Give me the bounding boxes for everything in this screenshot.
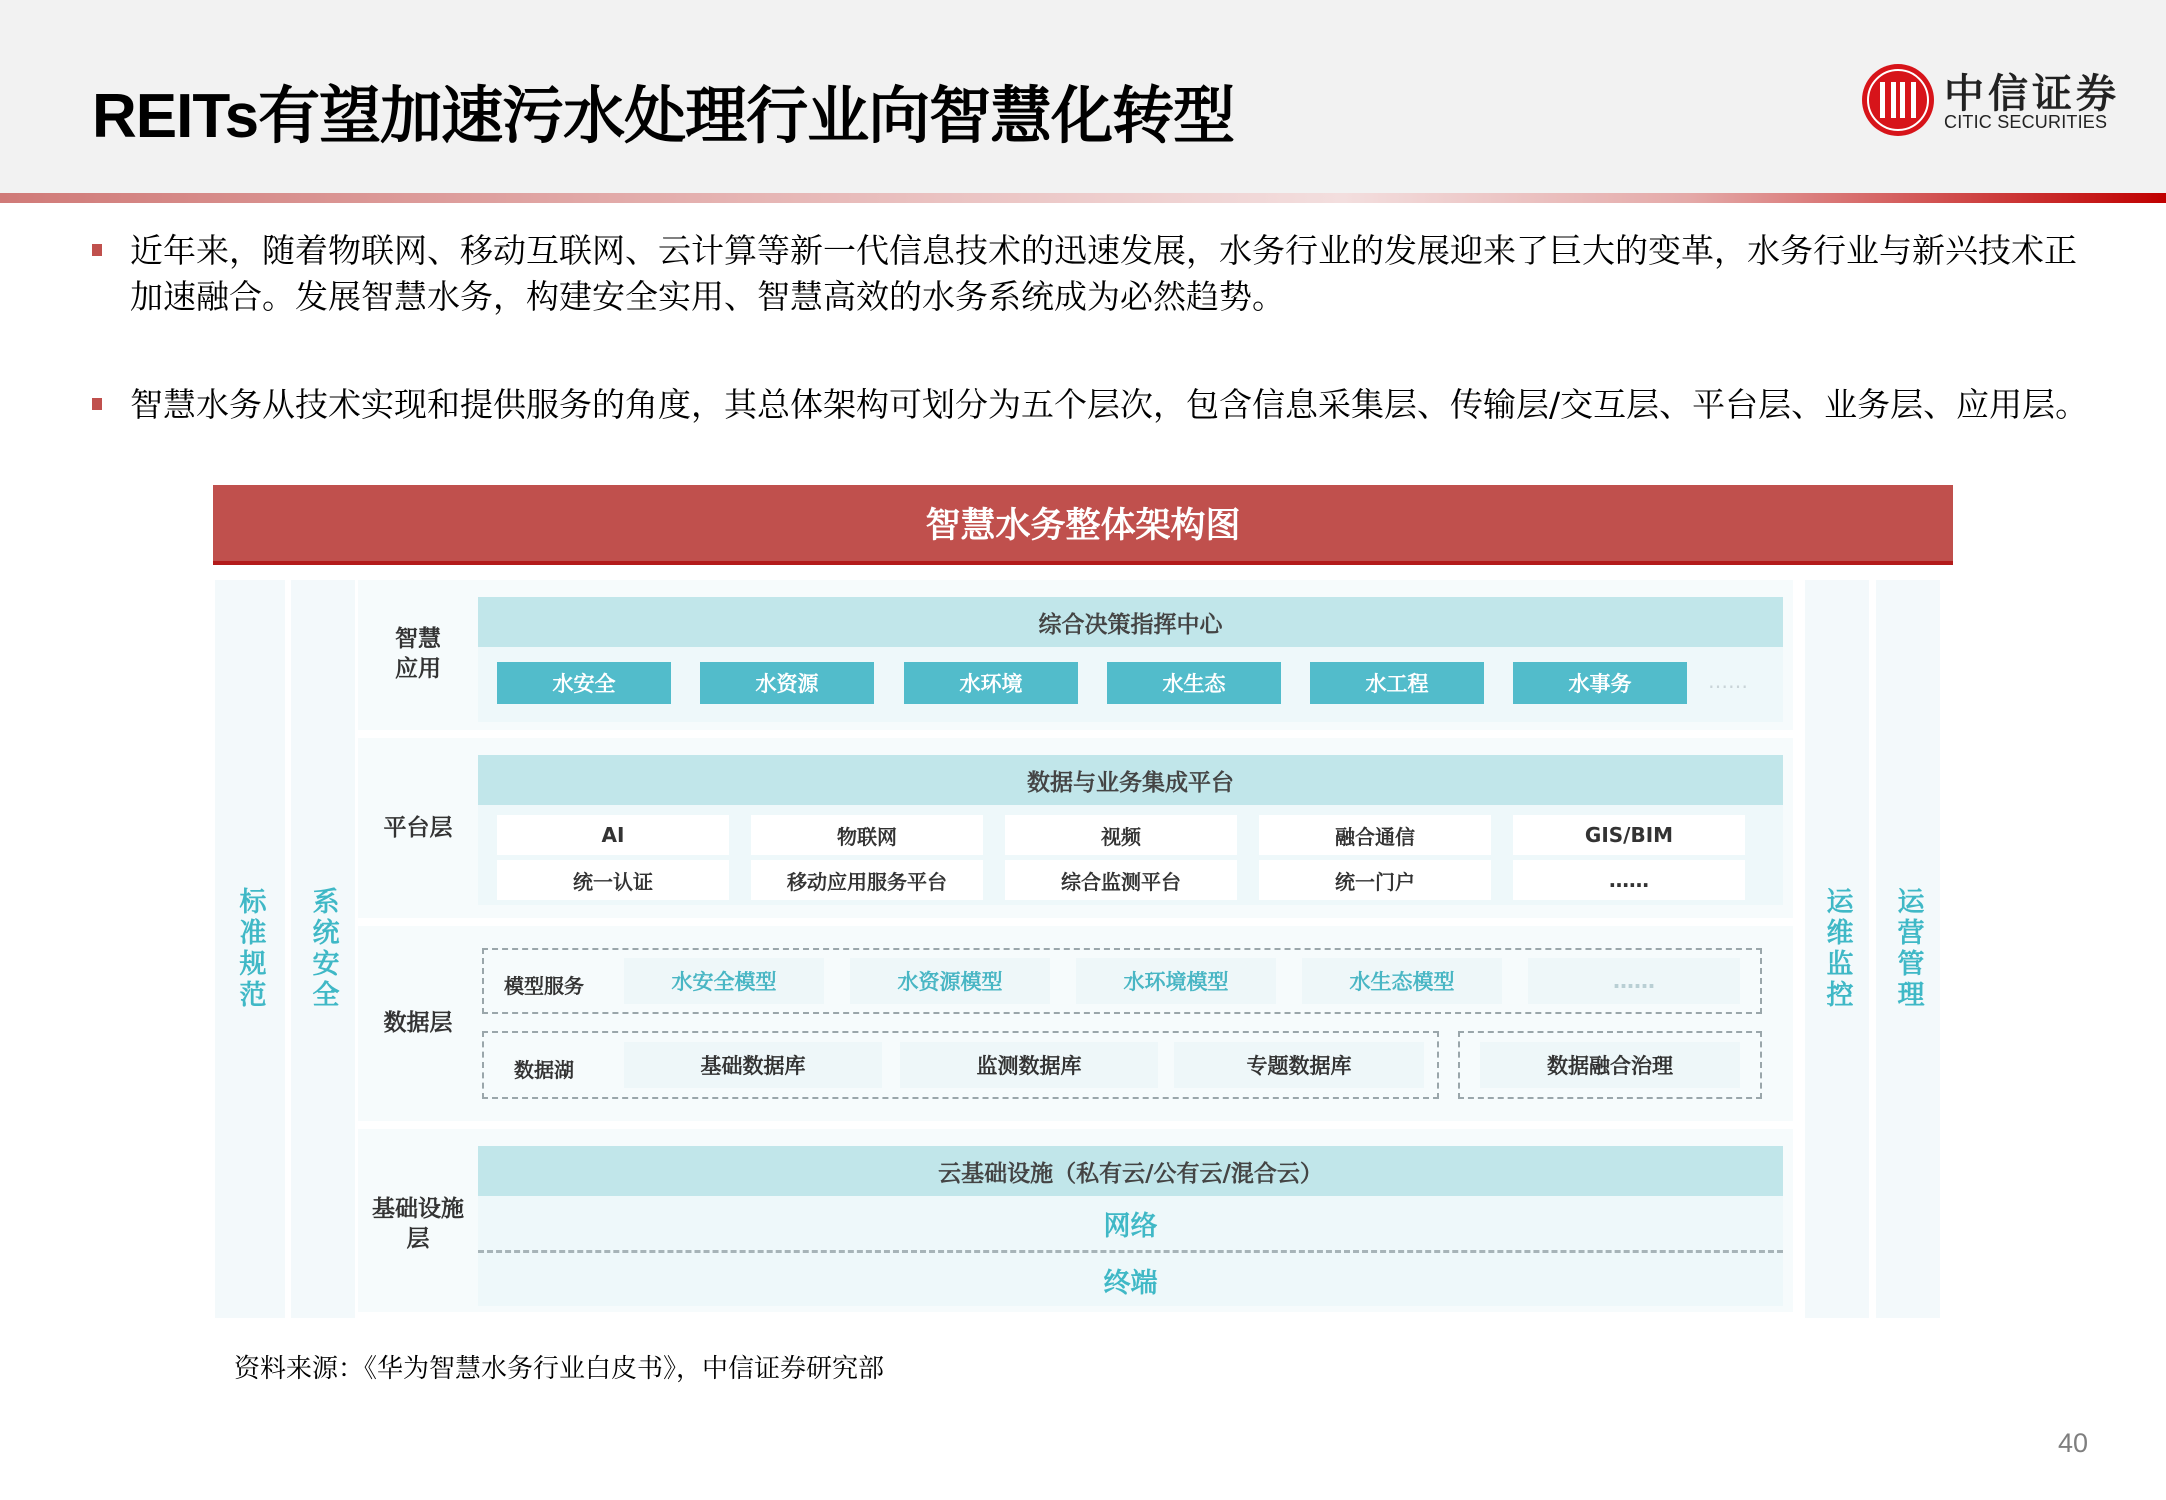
layer-application (358, 580, 1793, 730)
source-note: 资料来源：《华为智慧水务行业白皮书》，中信证券研究部 (234, 1354, 885, 1384)
model-cell: 水资源模型 (850, 958, 1050, 1004)
model-cell: 水安全模型 (624, 958, 824, 1004)
layer-data (358, 926, 1793, 1121)
layer-infrastructure (358, 1129, 1793, 1312)
platform-cell: 物联网 (751, 815, 983, 855)
more-indicator: …… (1708, 669, 1748, 693)
model-cell: 水生态模型 (1302, 958, 1502, 1004)
platform-cell: 统一认证 (497, 860, 729, 900)
app-chip: 水工程 (1310, 662, 1484, 704)
column-standards (215, 580, 285, 1318)
platform-cell: AI (497, 815, 729, 855)
band-label: 数据与业务集成平台 (1027, 769, 1234, 796)
app-chip: 水事务 (1513, 662, 1687, 704)
header-divider (0, 193, 2166, 203)
platform-cell: …… (1513, 860, 1745, 900)
column-ops-management (1876, 580, 1940, 1318)
lake-cell: 监测数据库 (900, 1042, 1158, 1088)
app-chip: 水生态 (1107, 662, 1281, 704)
application-chips-area (478, 647, 1783, 722)
page-number: 40 (2058, 1428, 2089, 1458)
column-ops-monitoring (1805, 580, 1869, 1318)
column-label: 标准规范 (234, 887, 266, 1011)
layer-label: 智慧应用 (395, 626, 441, 682)
column-label: 运营管理 (1892, 887, 1924, 1011)
citic-logo-icon (1862, 64, 1934, 136)
band-label: 综合决策指挥中心 (1038, 611, 1223, 638)
network-row: 网络 (1103, 1210, 1158, 1242)
bullet-marker-icon (92, 244, 102, 256)
platform-cell: 移动应用服务平台 (751, 860, 983, 900)
governance-cell: 数据融合治理 (1480, 1042, 1740, 1088)
data-lake-group (482, 1031, 1439, 1099)
app-chip: 水资源 (700, 662, 874, 704)
bullet-marker-icon (92, 398, 102, 410)
layer-label: 平台层 (383, 815, 453, 841)
data-lake-label: 数据湖 (514, 1058, 574, 1082)
decision-center-band (478, 597, 1783, 647)
cloud-infrastructure-band (478, 1146, 1783, 1196)
model-cell: 水环境模型 (1076, 958, 1276, 1004)
column-label: 系统安全 (307, 887, 339, 1011)
bullet-text: 近年来，随着物联网、移动互联网、云计算等新一代信息技术的迅速发展，水务行业的发展迎来了巨大的变革，水务行业与新兴技术正加速融合。发展智慧水务，构建安全实用、智慧高效的水务系统成为必然趋势。 (130, 231, 2077, 316)
integration-platform-band (478, 755, 1783, 805)
platform-cell: 视频 (1005, 815, 1237, 855)
lake-cell: 专题数据库 (1174, 1042, 1424, 1088)
data-governance-group (1458, 1031, 1762, 1099)
model-services-group (482, 948, 1762, 1014)
column-label: 运维监控 (1821, 887, 1853, 1011)
platform-cell: 融合通信 (1259, 815, 1491, 855)
bullet-text: 智慧水务从技术实现和提供服务的角度，其总体架构可划分为五个层次，包含信息采集层、传输层/交互层、平台层、业务层、应用层。 (130, 385, 2089, 424)
platform-cell: GIS/BIM (1513, 815, 1745, 855)
layer-label: 数据层 (383, 1010, 453, 1036)
layer-label: 基础设施层 (372, 1196, 464, 1252)
citic-logo (1862, 62, 2124, 138)
slide-title: REITs有望加速污水处理行业向智慧化转型 (92, 82, 1235, 151)
model-cell: …… (1528, 958, 1740, 1004)
diagram-title-bar (213, 485, 1953, 565)
architecture-diagram (213, 575, 1953, 1320)
platform-cell: 综合监测平台 (1005, 860, 1237, 900)
platform-cells-area (478, 805, 1783, 905)
model-services-label: 模型服务 (504, 974, 584, 998)
logo-cn-text: 中信证券 (1944, 70, 2120, 117)
logo-en-text: CITIC SECURITIES (1944, 112, 2108, 132)
platform-cell: 统一门户 (1259, 860, 1491, 900)
layer-platform (358, 738, 1793, 918)
app-chip: 水环境 (904, 662, 1078, 704)
lake-cell: 基础数据库 (624, 1042, 882, 1088)
band-label: 云基础设施（私有云/公有云/混合云） (938, 1160, 1323, 1187)
diagram-title: 智慧水务整体架构图 (925, 506, 1241, 546)
column-security (291, 580, 355, 1318)
app-chip: 水安全 (497, 662, 671, 704)
terminal-row: 终端 (1103, 1267, 1158, 1299)
